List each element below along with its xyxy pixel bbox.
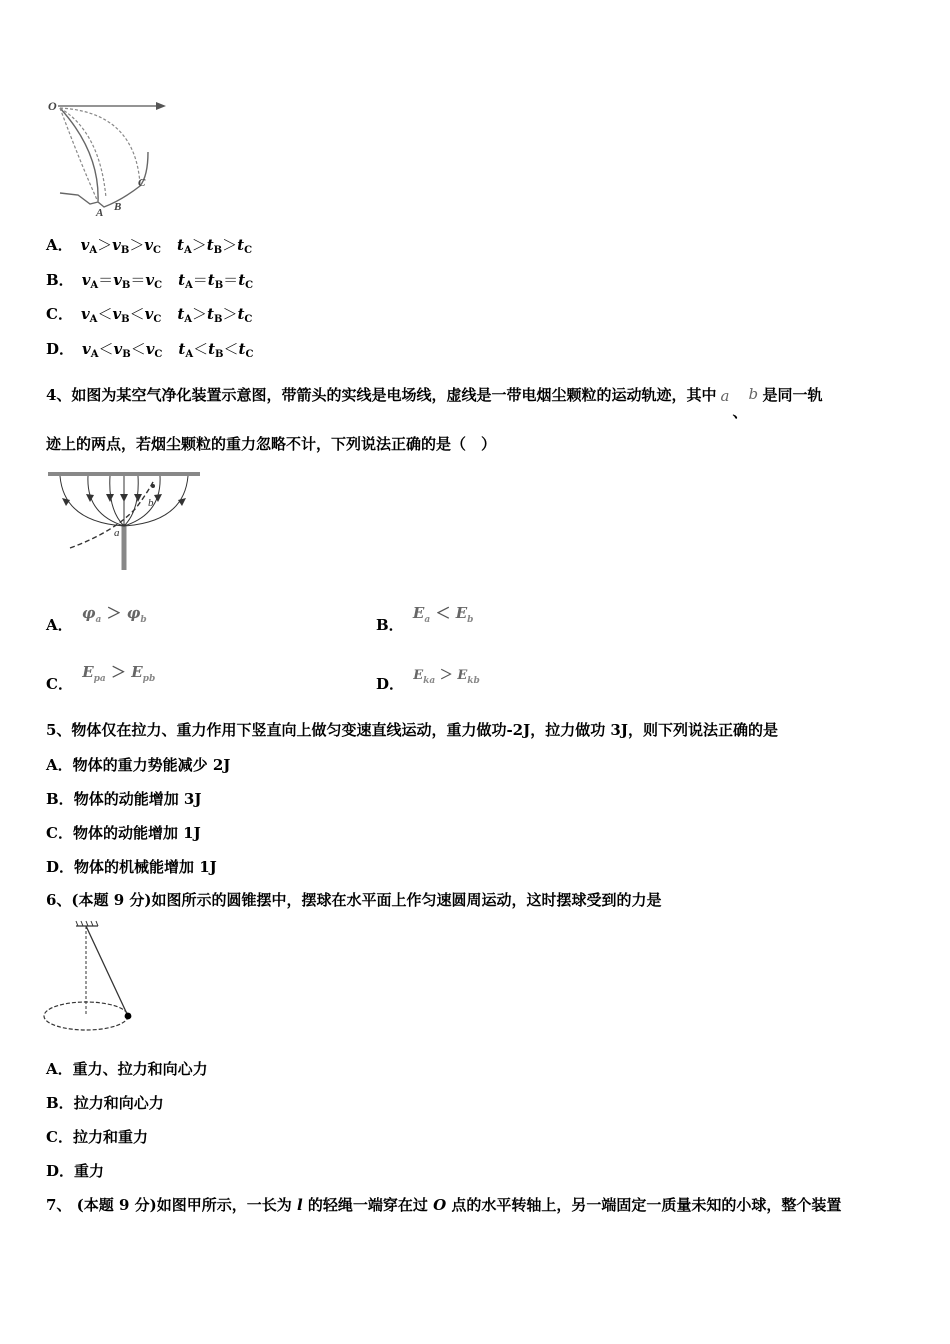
q4-separator: 、: [732, 403, 748, 421]
q3-label-c: C: [138, 177, 146, 189]
q3-label-a: A: [96, 207, 104, 217]
q3-option-a[interactable]: A． $v_A>v_B>v_C$ $t_A>t_B>t_C$: [46, 236, 253, 256]
q3-label-o: O: [48, 99, 57, 113]
q4-option-d[interactable]: D． $E_{ka} > E_{kb}$: [376, 668, 480, 693]
q4-option-b[interactable]: B． $E_a < E_b$: [376, 604, 474, 634]
q6-conical-pendulum-figure: [42, 920, 138, 1038]
q5-option-a[interactable]: A．物体的重力势能减少 2J: [46, 756, 231, 774]
q4-figure-label-a: a: [114, 527, 120, 539]
q4-option-a[interactable]: A． $\varphi_a > \varphi_b$: [46, 604, 147, 634]
q4-option-c[interactable]: C． $E_{pa} > E_{pb}$: [46, 663, 156, 693]
q6-option-c[interactable]: C．拉力和重力: [46, 1128, 148, 1146]
q3-trajectory-figure: [40, 92, 180, 217]
q6-stem: 6、(本题 9 分)如图所示的圆锥摆中，摆球在水平面上作匀速圆周运动，这时摆球受到的力是: [46, 891, 662, 909]
q5-option-c[interactable]: C．物体的动能增加 1J: [46, 824, 201, 842]
q3-option-c[interactable]: C． $v_A<v_B<v_C$ $t_A>t_B>t_C$: [46, 305, 253, 325]
q5-stem: 5、物体仅在拉力、重力作用下竖直向上做匀变速直线运动，重力做功-2J，拉力做功 3J，则下列说法正确的是: [46, 721, 778, 739]
q4-stem-line2: 迹上的两点，若烟尘颗粒的重力忽略不计，下列说法正确的是（ ）: [46, 435, 497, 453]
q7-symbol-l: l: [296, 1196, 303, 1214]
q7-symbol-o: O: [433, 1196, 447, 1214]
q4-symbol-a: a: [720, 387, 730, 405]
q7-stem: 7、 (本题 9 分)如图甲所示，一长为 l 的轻绳一端穿在过 O 点的水平转轴上，另一端固定一质量未知的小球，整个装置: [46, 1196, 842, 1214]
q6-option-d[interactable]: D．重力: [46, 1162, 105, 1180]
q3-label-b: B: [114, 201, 122, 213]
q4-figure-label-b: b: [148, 497, 154, 509]
q4-stem-part1: 4、如图为某空气净化装置示意图，带箭头的实线是电场线，虚线是一带电烟尘颗粒的运动轨迹，其中: [46, 386, 717, 404]
q3-option-b[interactable]: B． $v_A=v_B=v_C$ $t_A=t_B=t_C$: [46, 271, 254, 291]
q5-option-d[interactable]: D．物体的机械能增加 1J: [46, 858, 217, 876]
q6-option-a[interactable]: A．重力、拉力和向心力: [46, 1060, 208, 1078]
q4-symbol-b: b: [748, 385, 759, 403]
q4-field-figure: [44, 466, 206, 574]
q3-option-d[interactable]: D． $v_A<v_B<v_C$ $t_A<t_B<t_C$: [46, 340, 254, 360]
q6-option-b[interactable]: B．拉力和向心力: [46, 1094, 164, 1112]
q4-stem-part2: 是同一轨: [762, 386, 823, 404]
q5-option-b[interactable]: B．物体的动能增加 3J: [46, 790, 202, 808]
q4-stem-line1: [46, 385, 823, 421]
